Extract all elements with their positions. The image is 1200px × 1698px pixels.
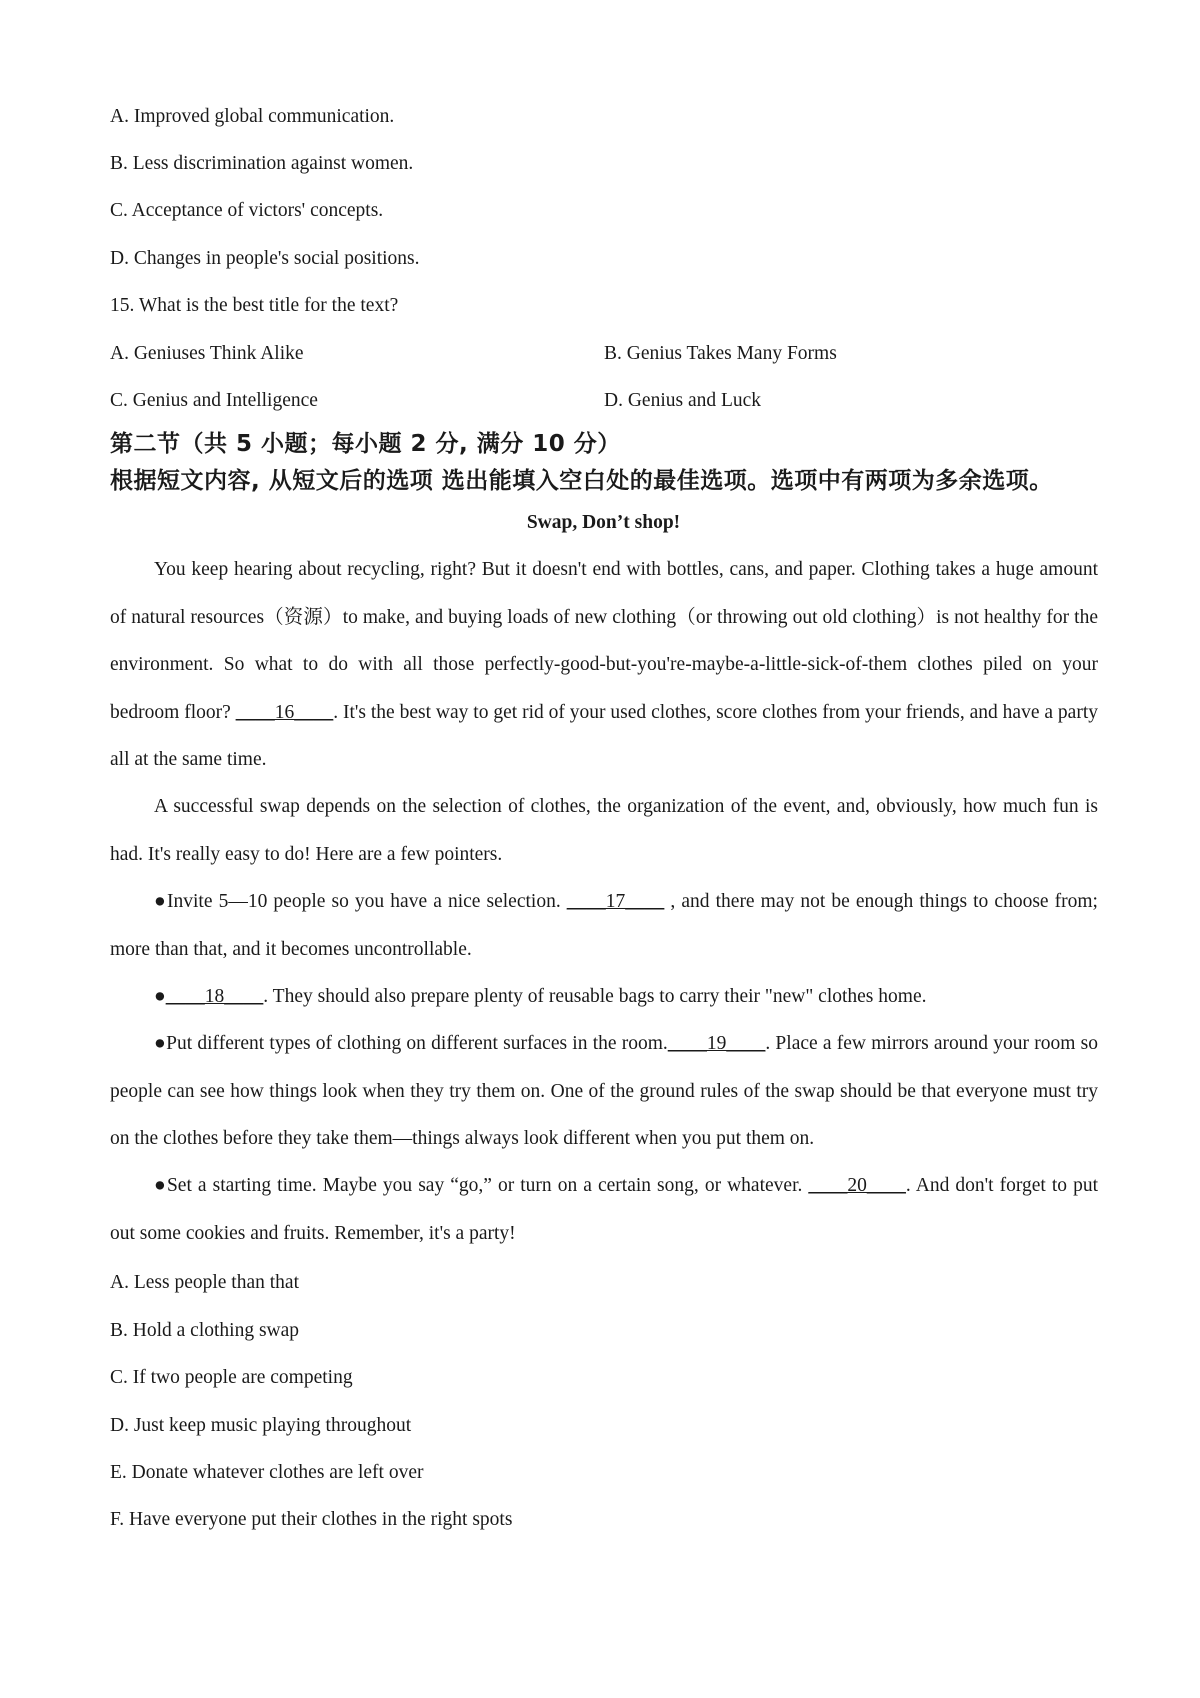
passage-paragraph-4 [110, 973, 1098, 1021]
blank-20: ____20____ [808, 1175, 906, 1196]
q15-question: 15. What is the best title for the text? [110, 295, 399, 316]
passage-paragraph-5 [110, 1020, 1098, 1163]
q14-option-a: A. Improved global communication. [110, 106, 395, 127]
option-d: D. Just keep music playing throughout [110, 1415, 412, 1436]
q15-option-c: C. Genius and Intelligence [110, 390, 318, 411]
passage-text: ●Invite 5—10 people so you have a nice selection. [154, 891, 567, 912]
q15-option-a: A. Geniuses Think Alike [110, 343, 304, 364]
q14-option-b: B. Less discrimination against women. [110, 153, 414, 174]
blank-16: ____16____ [235, 701, 334, 723]
section-heading: 第二节（共 5 小题；每小题 2 分, 满分 10 分） [110, 431, 621, 457]
q14-option-d: D. Changes in people's social positions. [110, 248, 420, 269]
passage-text: You keep hearing about recycling, right? But it doesn't end with bottles, cans, and paper. Clothing takes a huge amount of natural resources（资源）to make, and buying loads of new clothing（or throwing out old clothing）is not healthy for the environment. So what to do with all those perfectly-good-but-you're-maybe-a-little-sick-of-them clothes piled on your bedroom floor? [110, 559, 1098, 723]
passage-text: . It's the best way to get rid of your used clothes, score clothes from your friends, and have a party all at the same time. [110, 701, 1098, 770]
q14-option-c: C. Acceptance of victors' concepts. [110, 200, 384, 221]
passage-text: . And don't forget to put out some cookies and fruits. Remember, it's a party! [110, 1175, 1099, 1244]
option-f: F. Have everyone put their clothes in the right spots [110, 1509, 513, 1530]
blank-19: ____19____ [667, 1033, 766, 1054]
passage-paragraph-2: A successful swap depends on the selection of clothes, the organization of the event, and, obviously, how much fun is had. It's really easy to do! Here are a few pointers. [110, 796, 1098, 865]
passage-text: ●Set a starting time. Maybe you say “go,” or turn on a certain song, or whatever. [154, 1175, 809, 1196]
passage-text: , and there may not be enough things to choose from; more than that, and it becomes uncontrollable. [110, 891, 1098, 960]
passage-paragraph-3 [110, 878, 1098, 973]
q15-option-d: D. Genius and Luck [604, 390, 762, 411]
passage-text: ● [154, 986, 166, 1007]
q15-option-b: B. Genius Takes Many Forms [604, 343, 837, 364]
section-instructions: 根据短文内容, 从短文后的选项 选出能填入空白处的最佳选项。选项中有两项为多余选项。 [110, 468, 1053, 494]
passage-text: ●Put different types of clothing on different surfaces in the room. [154, 1033, 668, 1054]
passage-text: . They should also prepare plenty of reusable bags to carry their "new" clothes home. [263, 986, 927, 1007]
blank-17: ____17____ [566, 891, 665, 912]
passage-text: . Place a few mirrors around your room so people can see how things look when they try them on. One of the ground rules of the swap should be that everyone must try on the clothes before they take them—things always look different when you put them on. [110, 1033, 1099, 1149]
blank-18: ____18____ [165, 986, 264, 1007]
passage-paragraph-6 [110, 1162, 1098, 1257]
option-a: A. Less people than that [110, 1272, 299, 1293]
option-c: C. If two people are competing [110, 1367, 353, 1388]
passage-paragraph-1 [110, 546, 1098, 784]
option-e: E. Donate whatever clothes are left over [110, 1462, 424, 1483]
passage-title: Swap, Don’t shop! [526, 512, 681, 533]
option-b: B. Hold a clothing swap [110, 1320, 300, 1341]
